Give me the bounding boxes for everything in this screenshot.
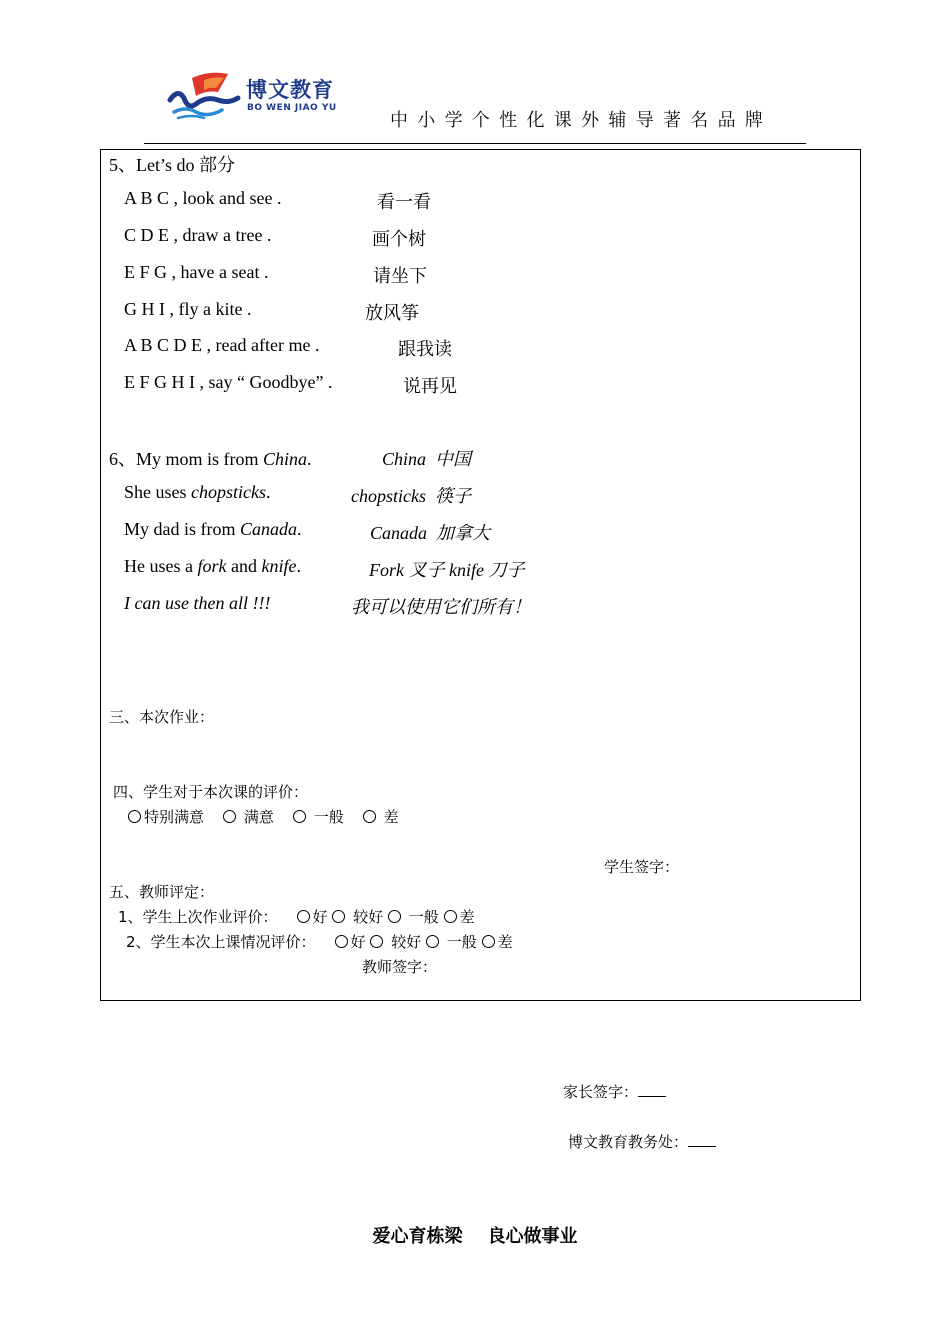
section-6-line-5: I can use then all !!! (124, 593, 271, 613)
parent-signature: 家长签字： (563, 1081, 666, 1102)
chant-line-6-translation: 说再见 (403, 376, 457, 397)
company-logo (166, 70, 346, 122)
office-signature: 博文教育教务处： (568, 1131, 716, 1152)
chant-line-6: E F G H I , say “ Goodbye” . (124, 372, 333, 392)
section-6-line-1-gloss: China 中国 (382, 449, 472, 470)
chant-line-5: A B C D E , read after me . (124, 335, 320, 355)
section-5-title: 5、Let’s do 部分 (109, 155, 235, 175)
section-6-line-2-gloss: chopsticks 筷子 (351, 486, 471, 507)
section-6-line-5-gloss: 我可以使用它们所有！ (351, 597, 531, 618)
footer-motto: 爱心育栋梁 良心做事业 (372, 1226, 578, 1247)
teacher-eval-q1: 1、学生上次作业评价： 好 较好 一般 差 (118, 908, 475, 926)
student-eval-option-2[interactable]: 满意 (223, 808, 274, 826)
radio-circle-icon[interactable] (128, 810, 141, 823)
student-eval-option-1[interactable]: 特别满意 (128, 808, 204, 826)
radio-circle-icon[interactable] (293, 810, 306, 823)
q2-option-4[interactable]: 差 (482, 933, 513, 951)
student-signature-label: 学生签字： (604, 858, 680, 876)
student-eval-label: 四、学生对于本次课的评价： (113, 783, 309, 801)
chant-line-5-translation: 跟我读 (398, 339, 452, 360)
header-divider (144, 143, 806, 144)
q1-option-2[interactable]: 较好 (332, 908, 383, 926)
radio-circle-icon[interactable] (388, 910, 401, 923)
chant-line-2-translation: 画个树 (372, 229, 426, 250)
chant-line-1-translation: 看一看 (377, 192, 431, 213)
section-6-line-4-gloss: Fork 叉子 knife 刀子 (369, 560, 525, 580)
logo-pinyin-text: BO WEN JIAO YU (247, 103, 337, 113)
homework-label: 三、本次作业： (109, 708, 215, 726)
section-6-line-3: My dad is from Canada. (124, 519, 302, 539)
logo-swoosh-icon (166, 70, 246, 122)
radio-circle-icon[interactable] (482, 935, 495, 948)
section-6-line-1: 6、My mom is from China. (109, 449, 312, 469)
q2-option-1[interactable]: 好 (335, 933, 366, 951)
parent-signature-line[interactable] (638, 1082, 666, 1097)
office-signature-line[interactable] (688, 1132, 716, 1147)
chant-line-3: E F G , have a seat . (124, 262, 269, 282)
radio-circle-icon[interactable] (426, 935, 439, 948)
student-eval-option-4[interactable]: 差 (363, 808, 399, 826)
q1-option-1[interactable]: 好 (297, 908, 328, 926)
radio-circle-icon[interactable] (297, 910, 310, 923)
chant-line-1: A B C , look and see . (124, 188, 282, 208)
chant-line-2: C D E , draw a tree . (124, 225, 272, 245)
student-eval-options (128, 806, 399, 827)
section-6-line-2: She uses chopsticks. (124, 482, 271, 502)
radio-circle-icon[interactable] (332, 910, 345, 923)
teacher-eval-label: 五、教师评定： (109, 883, 215, 901)
q1-option-3[interactable]: 一般 (388, 908, 439, 926)
radio-circle-icon[interactable] (444, 910, 457, 923)
radio-circle-icon[interactable] (335, 935, 348, 948)
chant-line-4: G H I , fly a kite . (124, 299, 252, 319)
section-6-line-4: He uses a fork and knife. (124, 556, 301, 576)
radio-circle-icon[interactable] (223, 810, 236, 823)
student-eval-option-3[interactable]: 一般 (293, 808, 344, 826)
section-6-line-3-gloss: Canada 加拿大 (370, 523, 491, 544)
teacher-eval-q2: 2、学生本次上课情况评价： 好 较好 一般 差 (126, 933, 513, 951)
q1-option-4[interactable]: 差 (444, 908, 475, 926)
header-tagline: 中小学个性化课外辅导著名品牌 (390, 110, 773, 131)
q2-option-3[interactable]: 一般 (426, 933, 477, 951)
radio-circle-icon[interactable] (370, 935, 383, 948)
chant-line-4-translation: 放风筝 (365, 303, 419, 324)
teacher-signature-label: 教师签字： (362, 958, 438, 976)
radio-circle-icon[interactable] (363, 810, 376, 823)
q2-option-2[interactable]: 较好 (370, 933, 421, 951)
chant-line-3-translation: 请坐下 (373, 266, 427, 287)
logo-chinese-text: 博文教育 (246, 78, 334, 102)
